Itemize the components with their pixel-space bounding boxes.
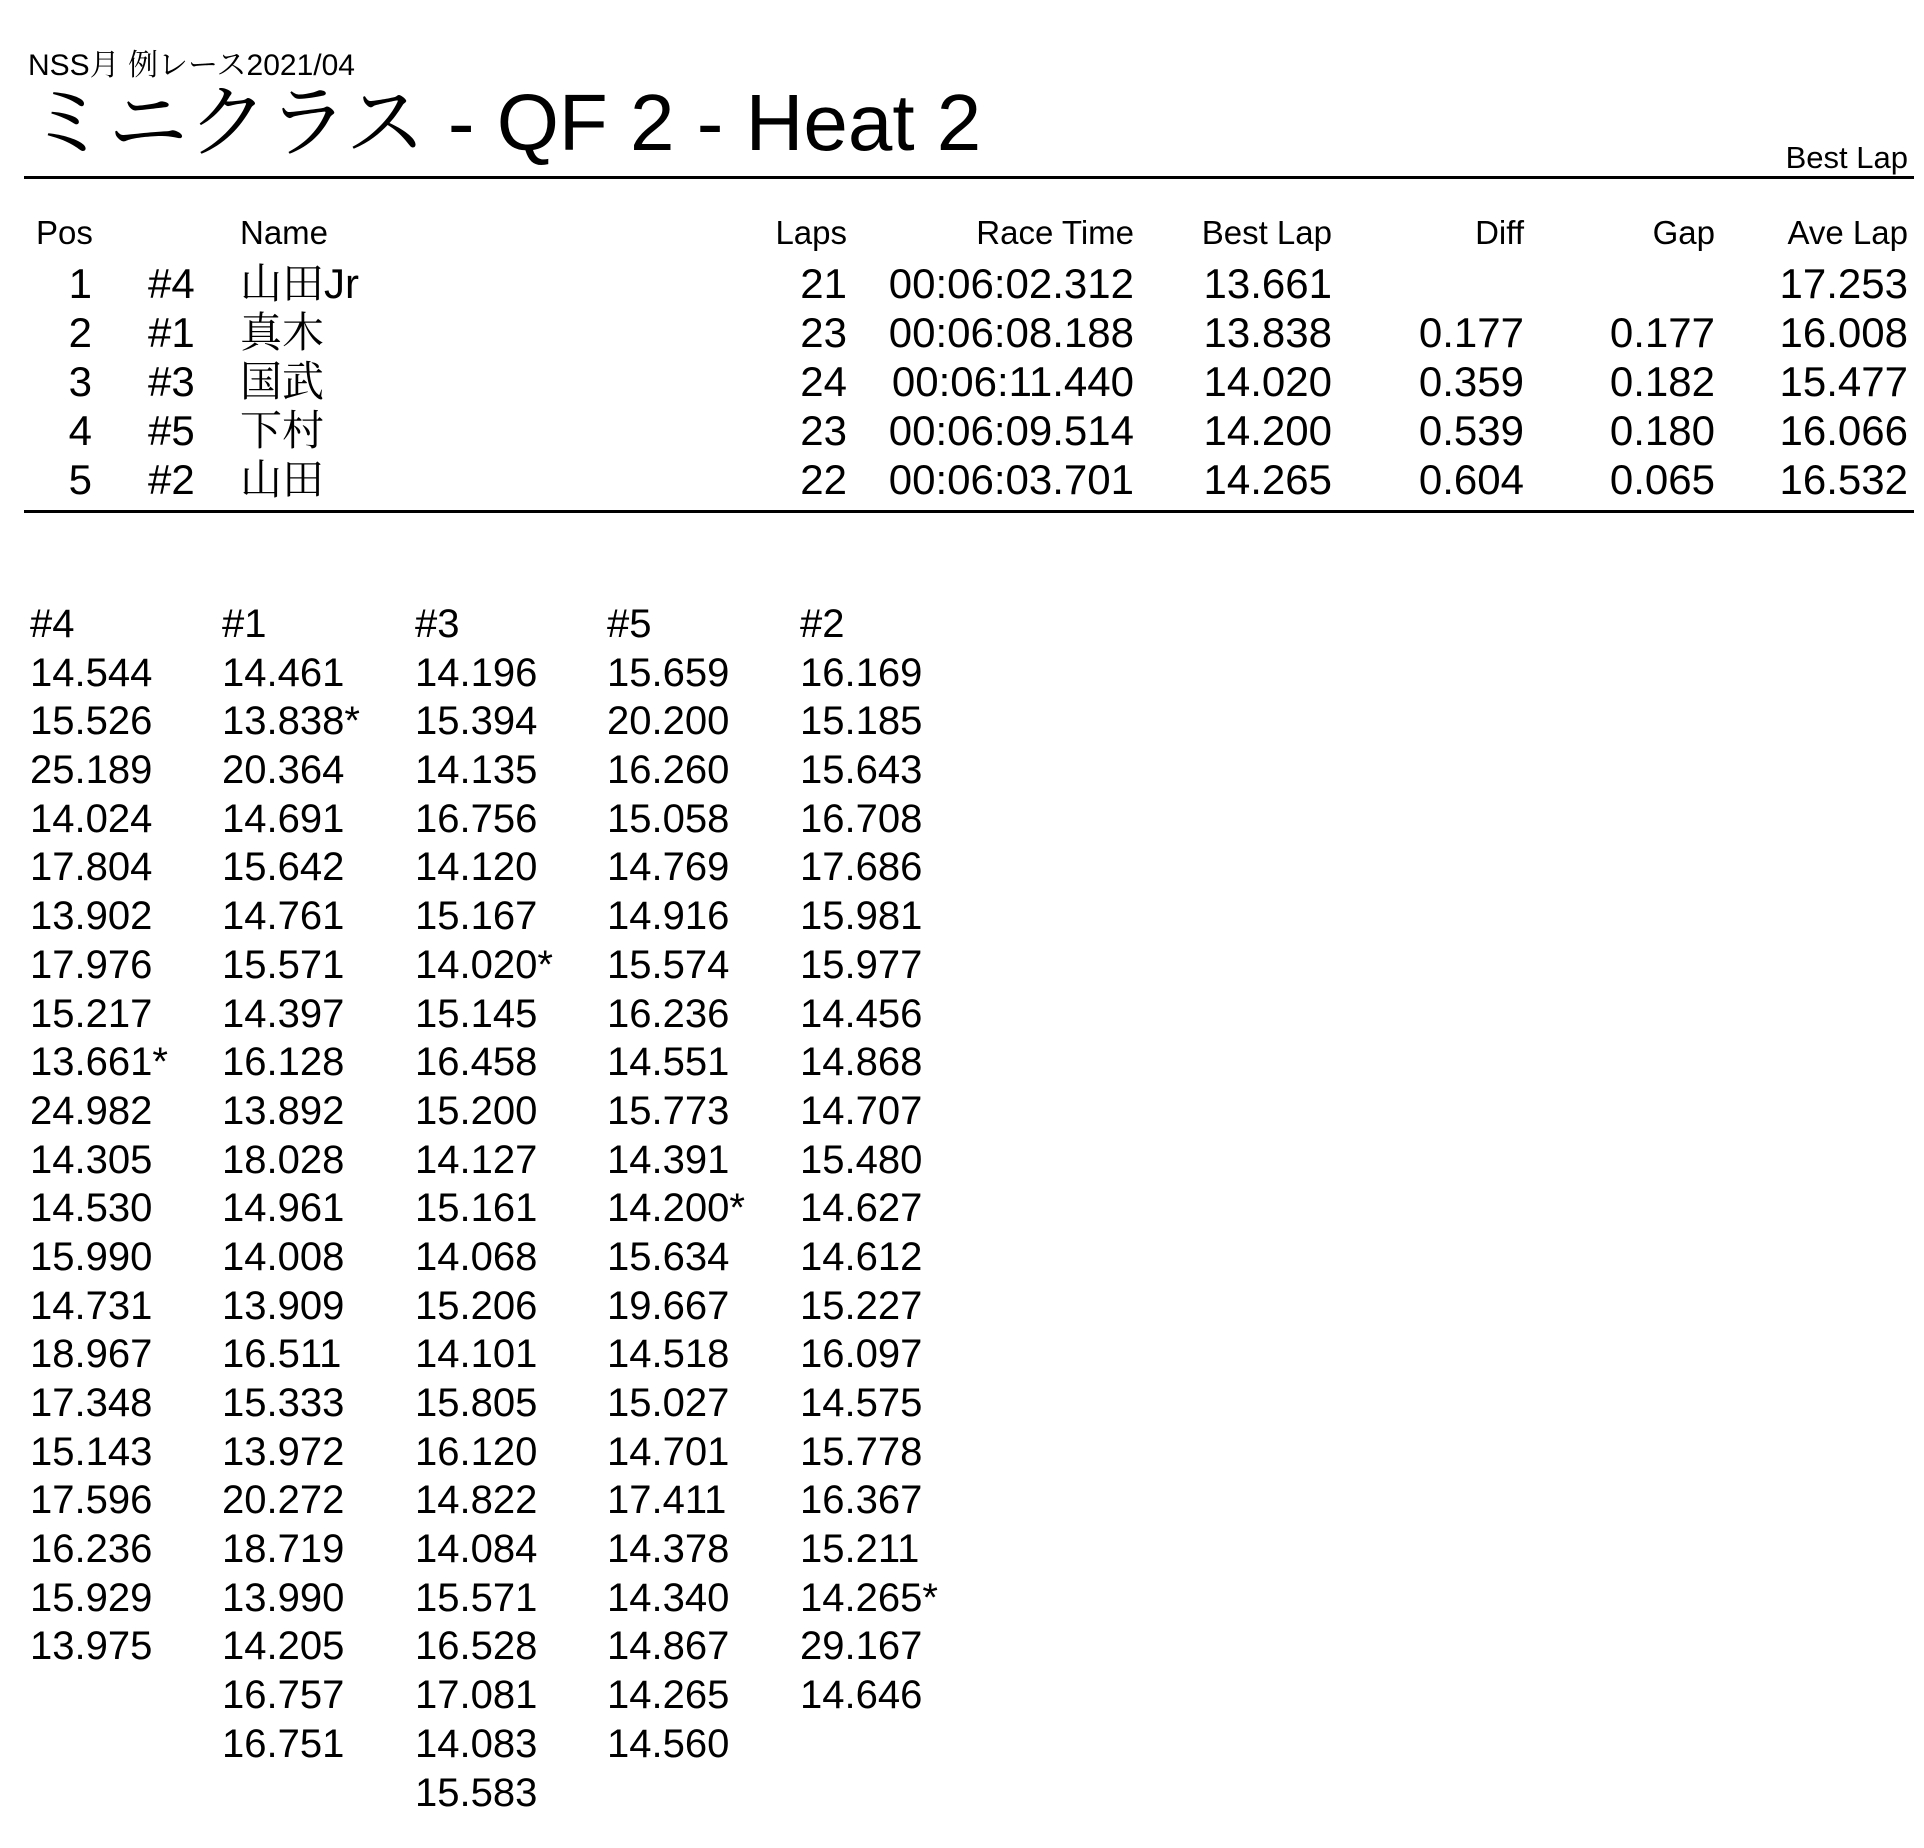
lap-time: 15.185: [800, 699, 923, 744]
lap-time: 14.530: [30, 1186, 153, 1231]
col-header-ave-lap: Ave Lap: [1787, 214, 1908, 251]
lap-time: 14.378: [607, 1527, 730, 1572]
lap-time: 14.397: [222, 991, 345, 1036]
lap-time: 13.661*: [30, 1040, 168, 1085]
lap-time: 16.169: [800, 650, 923, 695]
lap-time: 29.167: [800, 1624, 923, 1669]
table-rule: [24, 510, 1914, 513]
result-diff: 0.177: [1418, 309, 1524, 356]
result-driver-name: 真木: [240, 309, 325, 356]
lap-times-car-header: #5: [607, 602, 652, 646]
result-ave-lap: 16.066: [1779, 407, 1908, 454]
result-laps: 22: [800, 456, 847, 503]
lap-time: 17.411: [607, 1478, 727, 1523]
result-best-lap: 13.838: [1203, 309, 1332, 356]
lap-times-column: [30, 600, 168, 1671]
lap-times-car-header: #4: [30, 602, 75, 646]
lap-time: 15.227: [800, 1283, 923, 1328]
lap-time: 14.068: [415, 1234, 538, 1279]
result-ave-lap: 16.008: [1779, 309, 1908, 356]
result-best-lap: 14.020: [1203, 358, 1332, 405]
lap-time: 14.196: [415, 650, 538, 695]
result-car-number: #1: [148, 309, 195, 356]
lap-time: 24.982: [30, 1088, 153, 1133]
result-best-lap: 14.265: [1203, 456, 1332, 503]
lap-time: 14.008: [222, 1234, 345, 1279]
lap-time: 15.143: [30, 1429, 153, 1474]
lap-time: 15.167: [415, 894, 538, 939]
lap-time: 14.084: [415, 1527, 538, 1572]
lap-time: 15.778: [800, 1429, 923, 1474]
lap-time: 14.551: [607, 1040, 730, 1085]
lap-time: 15.200: [415, 1088, 538, 1133]
lap-times-car-header: #2: [800, 602, 845, 646]
lap-time: 14.868: [800, 1040, 923, 1085]
result-ave-lap: 16.532: [1779, 456, 1908, 503]
result-best-lap: 14.200: [1203, 407, 1332, 454]
page-title: ミニクラス - QF 2 - Heat 2: [28, 78, 982, 167]
lap-time: 14.101: [415, 1332, 538, 1377]
lap-time: 15.805: [415, 1381, 538, 1425]
result-gap: 0.182: [1609, 358, 1715, 405]
lap-time: 17.081: [415, 1673, 538, 1718]
lap-time: 14.961: [222, 1186, 345, 1231]
lap-time: 20.200: [607, 699, 730, 744]
result-ave-lap: 15.477: [1779, 358, 1908, 405]
title-rule: [24, 176, 1914, 179]
result-car-number: #2: [148, 456, 195, 503]
lap-time: 18.967: [30, 1332, 153, 1377]
lap-time: 14.020*: [415, 942, 553, 987]
lap-time: 14.646: [800, 1673, 923, 1718]
lap-time: 13.972: [222, 1429, 345, 1474]
col-header-laps: Laps: [775, 214, 847, 251]
result-laps: 21: [800, 260, 847, 307]
lap-times-car-header: #1: [222, 602, 267, 646]
lap-time: 16.236: [30, 1527, 153, 1572]
lap-time: 15.394: [415, 699, 538, 744]
lap-time: 14.305: [30, 1137, 153, 1182]
result-car-number: #5: [148, 407, 195, 454]
result-race-time: 00:06:09.514: [888, 407, 1134, 454]
lap-time: 14.205: [222, 1624, 345, 1669]
lap-time: 14.769: [607, 845, 730, 890]
result-driver-name: 国武: [240, 358, 325, 405]
lap-time: 14.731: [30, 1283, 153, 1328]
result-race-time: 00:06:11.440: [891, 358, 1134, 405]
col-header-pos: Pos: [36, 214, 93, 251]
lap-time: 19.667: [607, 1283, 730, 1328]
lap-time: 17.686: [800, 845, 923, 890]
result-car-number: #4: [148, 260, 195, 307]
result-laps: 23: [800, 309, 847, 356]
event-name: NSS月 例レース2021/04: [28, 49, 355, 82]
lap-time: 16.708: [800, 796, 923, 841]
lap-time: 16.528: [415, 1624, 538, 1669]
lap-time: 14.456: [800, 991, 923, 1036]
result-diff: 0.359: [1418, 358, 1524, 405]
lap-time: 14.612: [800, 1234, 923, 1279]
result-driver-name: 山田: [240, 456, 325, 503]
lap-time: 16.757: [222, 1673, 345, 1718]
col-header-gap: Gap: [1652, 214, 1715, 251]
lap-time: 15.571: [222, 942, 345, 987]
lap-time: 16.756: [415, 796, 538, 841]
result-laps: 24: [800, 358, 847, 405]
lap-time: 14.265: [607, 1673, 730, 1718]
lap-time: 14.544: [30, 650, 153, 695]
lap-time: 14.867: [607, 1624, 730, 1669]
lap-time: 14.135: [415, 748, 538, 793]
lap-time: 13.838*: [222, 699, 360, 744]
lap-times-car-header: #3: [415, 602, 460, 646]
lap-time: 14.916: [607, 894, 730, 939]
lap-time: 14.707: [800, 1088, 923, 1133]
lap-time: 15.161: [415, 1186, 538, 1231]
lap-time: 14.560: [607, 1721, 730, 1766]
lap-times-column: [800, 600, 938, 1720]
lap-time: 15.659: [607, 650, 730, 695]
lap-time: 15.929: [30, 1575, 153, 1620]
result-car-number: #3: [148, 358, 195, 405]
result-pos: 4: [68, 407, 92, 454]
lap-times-column: [607, 600, 745, 1769]
lap-time: 17.596: [30, 1478, 153, 1523]
lap-time: 20.364: [222, 748, 345, 793]
lap-time: 14.822: [415, 1478, 538, 1523]
lap-time: 14.340: [607, 1575, 730, 1620]
lap-time: 14.024: [30, 796, 153, 841]
result-race-time: 00:06:02.312: [888, 260, 1134, 307]
lap-time: 14.761: [222, 894, 345, 939]
lap-time: 14.083: [415, 1721, 538, 1766]
lap-time: 16.120: [415, 1429, 538, 1474]
lap-time: 14.691: [222, 796, 345, 841]
result-gap: 0.177: [1609, 309, 1715, 356]
lap-time: 14.627: [800, 1186, 923, 1231]
lap-time: 14.120: [415, 845, 538, 890]
lap-time: 16.751: [222, 1721, 345, 1766]
result-race-time: 00:06:08.188: [888, 309, 1134, 356]
lap-time: 15.583: [415, 1770, 538, 1815]
lap-time: 14.518: [607, 1332, 730, 1377]
result-pos: 5: [68, 456, 92, 503]
lap-time: 14.127: [415, 1137, 538, 1182]
lap-time: 15.526: [30, 699, 153, 744]
lap-time: 13.902: [30, 894, 153, 939]
result-race-time: 00:06:03.701: [888, 456, 1134, 503]
lap-time: 15.634: [607, 1234, 730, 1279]
lap-time: 15.211: [800, 1527, 920, 1572]
lap-time: 13.990: [222, 1575, 345, 1620]
lap-time: 13.892: [222, 1088, 345, 1133]
lap-time: 15.333: [222, 1381, 345, 1425]
lap-time: 15.643: [800, 748, 923, 793]
col-header-best-lap: Best Lap: [1201, 214, 1332, 251]
result-best-lap: 13.661: [1203, 260, 1332, 307]
lap-time: 14.200*: [607, 1186, 745, 1231]
sort-label: Best Lap: [1785, 140, 1908, 175]
lap-time: 18.719: [222, 1527, 345, 1572]
lap-time: 14.461: [222, 650, 345, 695]
lap-time: 15.145: [415, 991, 538, 1036]
lap-time: 14.701: [607, 1429, 730, 1474]
lap-time: 15.773: [607, 1088, 730, 1133]
col-header-race-time: Race Time: [976, 214, 1134, 251]
lap-time: 15.574: [607, 942, 730, 987]
lap-time: 16.097: [800, 1332, 923, 1377]
lap-time: 15.977: [800, 942, 923, 987]
result-laps: 23: [800, 407, 847, 454]
result-driver-name: 山田Jr: [240, 260, 359, 307]
lap-time: 17.348: [30, 1381, 153, 1425]
lap-time: 15.027: [607, 1381, 730, 1425]
result-diff: 0.539: [1418, 407, 1524, 454]
lap-time: 14.391: [607, 1137, 730, 1182]
lap-times-column: [415, 600, 553, 1817]
lap-time: 17.804: [30, 845, 153, 890]
lap-time: 16.236: [607, 991, 730, 1036]
result-gap: 0.180: [1609, 407, 1715, 454]
col-header-name: Name: [240, 214, 329, 251]
result-pos: 1: [68, 260, 92, 307]
result-pos: 2: [68, 309, 92, 356]
lap-time: 15.058: [607, 796, 730, 841]
lap-time: 14.575: [800, 1381, 923, 1425]
lap-time: 15.571: [415, 1575, 538, 1620]
lap-time: 16.511: [222, 1332, 342, 1377]
lap-time: 16.458: [415, 1040, 538, 1085]
result-gap: 0.065: [1609, 456, 1715, 503]
lap-time: 20.272: [222, 1478, 345, 1523]
result-ave-lap: 17.253: [1779, 260, 1908, 307]
lap-time: 25.189: [30, 748, 153, 793]
lap-time: 15.217: [30, 991, 153, 1036]
lap-time: 13.975: [30, 1624, 153, 1669]
lap-time: 15.981: [800, 894, 923, 939]
result-pos: 3: [68, 358, 92, 405]
result-driver-name: 下村: [240, 407, 325, 454]
lap-time: 13.909: [222, 1283, 345, 1328]
lap-time: 15.206: [415, 1283, 538, 1328]
lap-time: 16.260: [607, 748, 730, 793]
result-diff: 0.604: [1418, 456, 1524, 503]
lap-time: 14.265*: [800, 1575, 938, 1620]
lap-time: 16.128: [222, 1040, 345, 1085]
lap-time: 17.976: [30, 942, 153, 987]
lap-time: 15.480: [800, 1137, 923, 1182]
lap-time: 15.642: [222, 845, 345, 890]
col-header-diff: Diff: [1475, 214, 1524, 251]
lap-time: 18.028: [222, 1137, 345, 1182]
lap-times-column: [222, 600, 360, 1769]
lap-time: 16.367: [800, 1478, 923, 1523]
lap-time: 15.990: [30, 1234, 153, 1279]
